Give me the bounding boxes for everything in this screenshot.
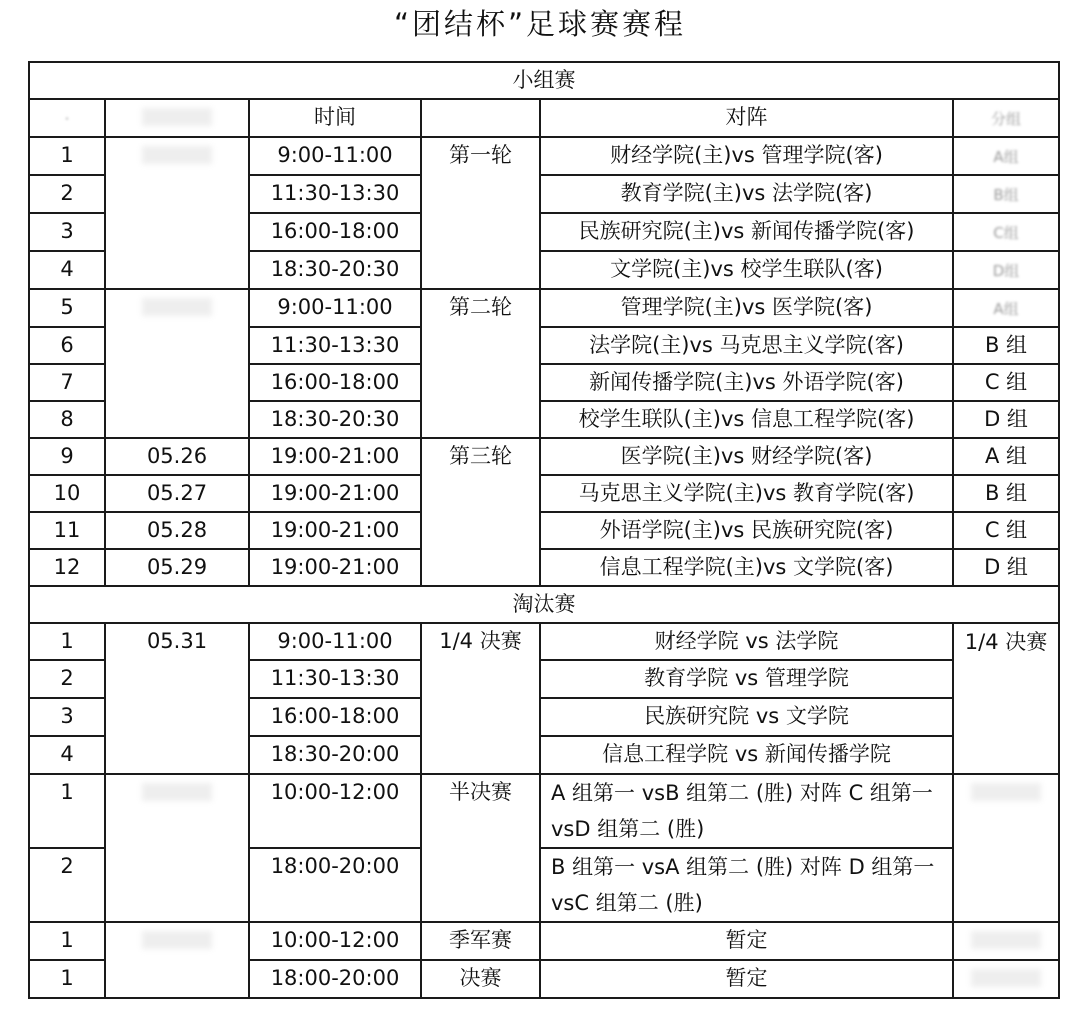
match-group: [953, 922, 1059, 960]
match-date: 05.28: [105, 512, 249, 549]
match-teams: 暂定: [540, 960, 953, 998]
match-time: 19:00-21:00: [249, 512, 421, 549]
match-no: 2: [29, 848, 105, 922]
match-teams: 外语学院(主)vs 民族研究院(客): [540, 512, 953, 549]
match-teams: B 组第一 vsA 组第二 (胜) 对阵 D 组第一vsC 组第二 (胜): [540, 848, 953, 922]
match-teams: 财经学院(主)vs 管理学院(客): [540, 137, 953, 175]
match-teams: 新闻传播学院(主)vs 外语学院(客): [540, 364, 953, 401]
match-time: 18:00-20:00: [249, 848, 421, 922]
match-group: A组: [953, 289, 1059, 327]
match-no: 5: [29, 289, 105, 327]
match-group: [953, 774, 1059, 922]
match-no: 1: [29, 922, 105, 960]
match-teams: 暂定: [540, 922, 953, 960]
table-row: [29, 137, 1059, 175]
match-time: 11:30-13:30: [249, 327, 421, 364]
match-group: [953, 960, 1059, 998]
match-teams: 校学生联队(主)vs 信息工程学院(客): [540, 401, 953, 438]
match-group: A 组: [953, 438, 1059, 475]
match-time: 18:00-20:00: [249, 960, 421, 998]
match-teams: 马克思主义学院(主)vs 教育学院(客): [540, 475, 953, 512]
match-no: 1: [29, 137, 105, 175]
match-no: 4: [29, 251, 105, 289]
match-time: 18:30-20:30: [249, 401, 421, 438]
round-label: 季军赛: [421, 922, 540, 960]
header-match: 对阵: [540, 99, 953, 137]
match-time: 16:00-18:00: [249, 698, 421, 736]
match-date: 05.26: [105, 438, 249, 475]
match-time: 10:00-12:00: [249, 774, 421, 848]
match-group: B组: [953, 175, 1059, 213]
match-time: 16:00-18:00: [249, 213, 421, 251]
match-no: 7: [29, 364, 105, 401]
header-group: 分组: [953, 99, 1059, 137]
match-time: 16:00-18:00: [249, 364, 421, 401]
match-group: 1/4 决赛: [953, 623, 1059, 774]
match-teams: 文学院(主)vs 校学生联队(客): [540, 251, 953, 289]
match-teams: 信息工程学院(主)vs 文学院(客): [540, 549, 953, 586]
table-row: [29, 774, 1059, 848]
match-no: 3: [29, 698, 105, 736]
match-group: B 组: [953, 475, 1059, 512]
match-no: 3: [29, 213, 105, 251]
match-time: 11:30-13:30: [249, 660, 421, 698]
match-time: 18:30-20:00: [249, 736, 421, 774]
match-time: 9:00-11:00: [249, 623, 421, 660]
match-date: [105, 922, 249, 998]
match-group: D 组: [953, 401, 1059, 438]
match-no: 9: [29, 438, 105, 475]
table-row: [29, 438, 1059, 475]
match-teams: 民族研究院 vs 文学院: [540, 698, 953, 736]
match-group: C 组: [953, 512, 1059, 549]
match-teams: 管理学院(主)vs 医学院(客): [540, 289, 953, 327]
table-row: [29, 623, 1059, 660]
match-no: 4: [29, 736, 105, 774]
header-row: [29, 99, 1059, 137]
match-no: 1: [29, 960, 105, 998]
match-date: [105, 137, 249, 289]
match-date: [105, 289, 249, 438]
match-teams: 医学院(主)vs 财经学院(客): [540, 438, 953, 475]
match-no: 1: [29, 774, 105, 848]
match-group: C 组: [953, 364, 1059, 401]
match-no: 2: [29, 660, 105, 698]
match-time: 10:00-12:00: [249, 922, 421, 960]
match-time: 18:30-20:30: [249, 251, 421, 289]
table-row: [29, 289, 1059, 327]
match-group: A组: [953, 137, 1059, 175]
match-date: [105, 774, 249, 922]
match-time: 19:00-21:00: [249, 475, 421, 512]
section-knockout: 淘汰赛: [29, 586, 1059, 623]
page-title: “团结杯”足球赛赛程: [393, 7, 687, 41]
match-time: 19:00-21:00: [249, 438, 421, 475]
match-no: 11: [29, 512, 105, 549]
match-no: 10: [29, 475, 105, 512]
match-group: D组: [953, 251, 1059, 289]
table-row: [29, 512, 1059, 549]
match-teams: 教育学院(主)vs 法学院(客): [540, 175, 953, 213]
match-teams: 法学院(主)vs 马克思主义学院(客): [540, 327, 953, 364]
table-row: [29, 922, 1059, 960]
match-teams: 信息工程学院 vs 新闻传播学院: [540, 736, 953, 774]
match-time: 9:00-11:00: [249, 289, 421, 327]
round-label: 第三轮: [421, 438, 540, 586]
section-group-stage: 小组赛: [29, 62, 1059, 99]
match-no: 2: [29, 175, 105, 213]
round-label: 第一轮: [421, 137, 540, 289]
match-teams: 教育学院 vs 管理学院: [540, 660, 953, 698]
round-label: 1/4 决赛: [421, 623, 540, 774]
header-time: 时间: [249, 99, 421, 137]
match-no: 1: [29, 623, 105, 660]
match-no: 8: [29, 401, 105, 438]
match-group: D 组: [953, 549, 1059, 586]
table-row: [29, 475, 1059, 512]
match-time: 9:00-11:00: [249, 137, 421, 175]
match-time: 11:30-13:30: [249, 175, 421, 213]
match-teams: 民族研究院(主)vs 新闻传播学院(客): [540, 213, 953, 251]
match-date: 05.31: [105, 623, 249, 774]
match-time: 19:00-21:00: [249, 549, 421, 586]
header-index: ·: [29, 99, 105, 137]
round-label: 半决赛: [421, 774, 540, 922]
match-no: 6: [29, 327, 105, 364]
match-group: C组: [953, 213, 1059, 251]
header-date: [105, 99, 249, 137]
match-teams: A 组第一 vsB 组第二 (胜) 对阵 C 组第一vsD 组第二 (胜): [540, 774, 953, 848]
match-no: 12: [29, 549, 105, 586]
round-label: 决赛: [421, 960, 540, 998]
schedule-table: [28, 61, 1060, 999]
match-date: 05.29: [105, 549, 249, 586]
match-teams: 财经学院 vs 法学院: [540, 623, 953, 660]
round-label: 第二轮: [421, 289, 540, 438]
header-round: [421, 99, 540, 137]
match-date: 05.27: [105, 475, 249, 512]
table-row: [29, 549, 1059, 586]
match-group: B 组: [953, 327, 1059, 364]
